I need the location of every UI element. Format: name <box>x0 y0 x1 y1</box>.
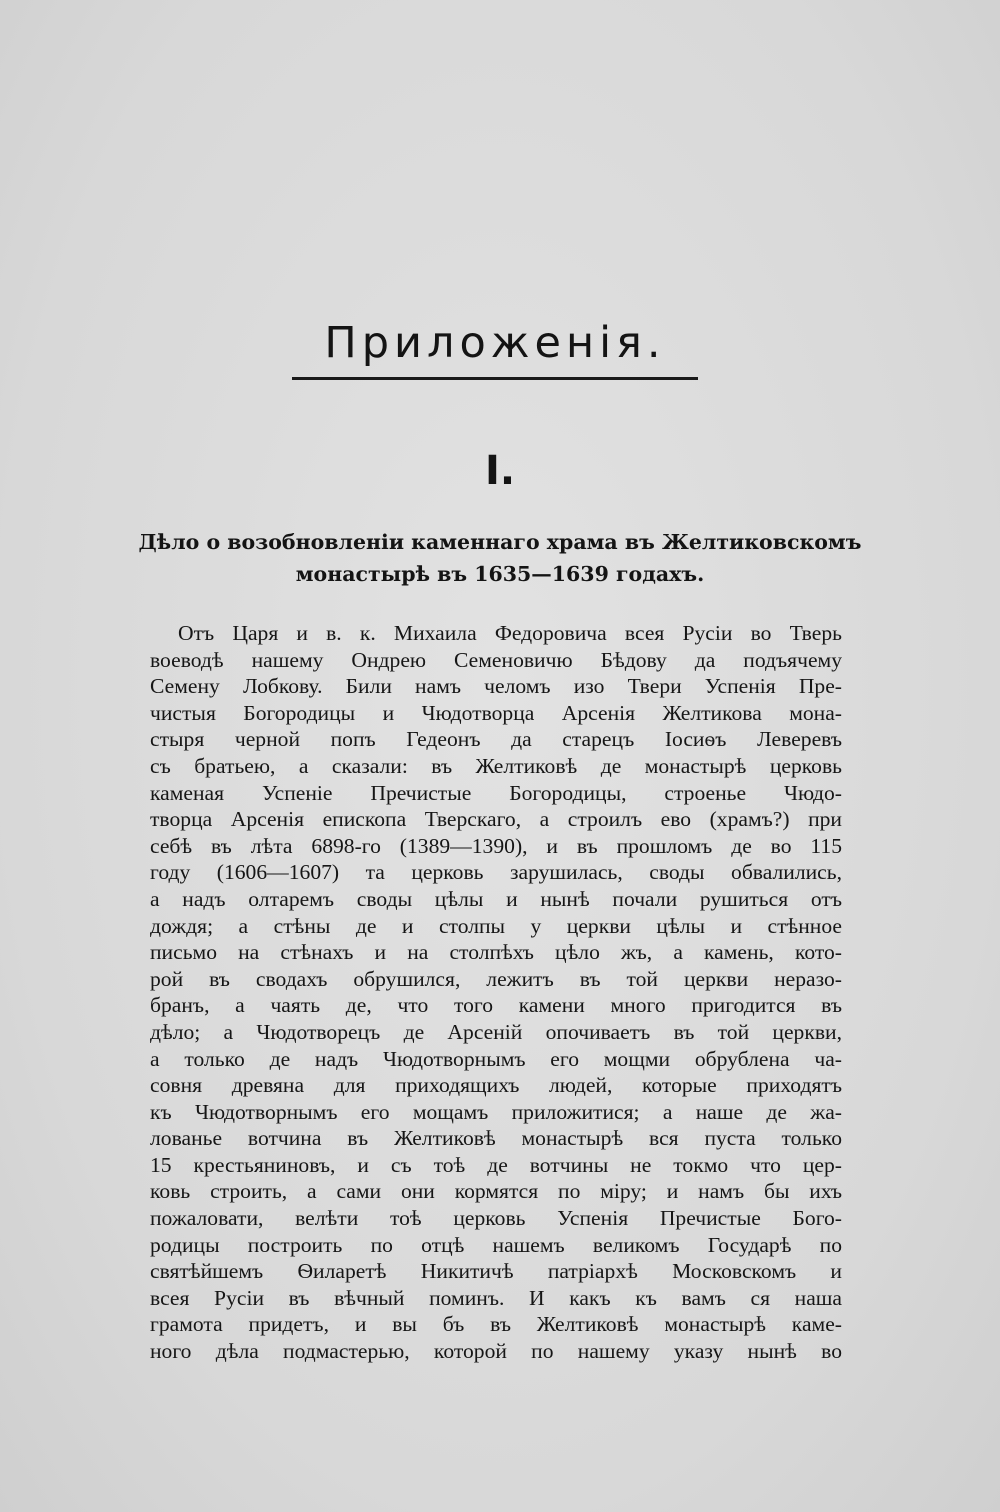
body-line: письмо на стѣнахъ и на столпѣхъ цѣло жъ, а камень, кото- <box>150 940 842 965</box>
document-heading-line: Дѣло о возобновленіи каменнаго храма въ Желтиковскомъ <box>138 530 862 554</box>
body-line: родицы построить по отцѣ нашемъ великомъ Государѣ по <box>150 1232 842 1257</box>
document-heading-line: монастырѣ въ 1635—1639 годахъ. <box>295 562 705 586</box>
appendix-number: I. <box>484 448 516 494</box>
body-line: Отъ Царя и в. к. Михаила Федоровича всея Русіи во Тверь <box>178 621 842 645</box>
body-line: а только де надъ Чюдотворнымъ его мощми обрублена ча- <box>150 1046 842 1071</box>
body-line: бранъ, а чаять де, что того камени много пригодится въ <box>150 993 842 1018</box>
body-line: Семену Лобкову. Били намъ челомъ изо Твери Успенія Пре- <box>150 674 842 699</box>
body-line: лованье вотчина въ Желтиковѣ монастырѣ вся пуста только <box>150 1126 842 1151</box>
body-line: къ Чюдотворнымъ его мощамъ приложитися; а наше де жа- <box>150 1099 842 1124</box>
body-line: каменая Успеніе Пречистые Богородицы, строенье Чюдо- <box>150 780 842 805</box>
body-line: себѣ въ лѣта 6898-го (1389—1390), и въ прошломъ де во 115 <box>150 833 842 858</box>
body-line: пожаловати, велѣти тоѣ церковь Успенія Пречистые Бого- <box>150 1206 842 1231</box>
body-line: ковь строить, а сами они кормятся по міру; и намъ бы ихъ <box>150 1179 842 1204</box>
body-line: 15 крестьяниновъ, и съ тоѣ де вотчины не токмо что цер- <box>150 1152 842 1177</box>
body-line: дождя; а стѣны де и столпы у церкви цѣлы и стѣнное <box>150 913 842 938</box>
body-line: воеводѣ нашему Ондрею Семеновичю Бѣдову да подъячему <box>150 647 842 672</box>
title-underline <box>292 377 698 380</box>
section-title: Приложенія. <box>324 318 666 368</box>
body-line: грамота придетъ, и вы бъ въ Желтиковѣ монастырѣ каме- <box>150 1312 842 1337</box>
body-line: ного дѣла подмастерью, которой по нашему указу нынѣ во <box>150 1339 842 1364</box>
body-line: году (1606—1607) та церковь зарушилась, своды обвалились, <box>150 860 842 885</box>
body-line: а надъ олтаремъ своды цѣлы и нынѣ почали рушиться отъ <box>150 886 842 911</box>
body-line: дѣло; а Чюдотворецъ де Арсеній опочиваетъ въ той церкви, <box>150 1019 842 1044</box>
body-line: съ братьею, а сказали: въ Желтиковѣ де монастырѣ церковь <box>150 753 842 778</box>
body-line: совня древяна для приходящихъ людей, которые приходятъ <box>150 1073 842 1098</box>
body-line: святѣйшемъ Ѳиларетѣ Никитичѣ патріархѣ Московскомъ и <box>150 1259 842 1284</box>
body-text <box>150 620 842 1365</box>
body-line: творца Арсенія епископа Тверскаго, а строилъ ево (храмъ?) при <box>150 807 842 832</box>
body-line: всея Русіи въ вѣчный поминъ. И какъ къ вамъ ся наша <box>150 1285 842 1310</box>
body-line: чистыя Богородицы и Чюдотворца Арсенія Желтикова мона- <box>150 700 842 725</box>
body-line: стыря черной попъ Гедеонъ да старецъ Іосиѳъ Леверевъ <box>150 727 842 752</box>
document-heading <box>120 526 880 590</box>
body-line: рой въ сводахъ обрушился, лежитъ въ той церкви неразо- <box>150 966 842 991</box>
